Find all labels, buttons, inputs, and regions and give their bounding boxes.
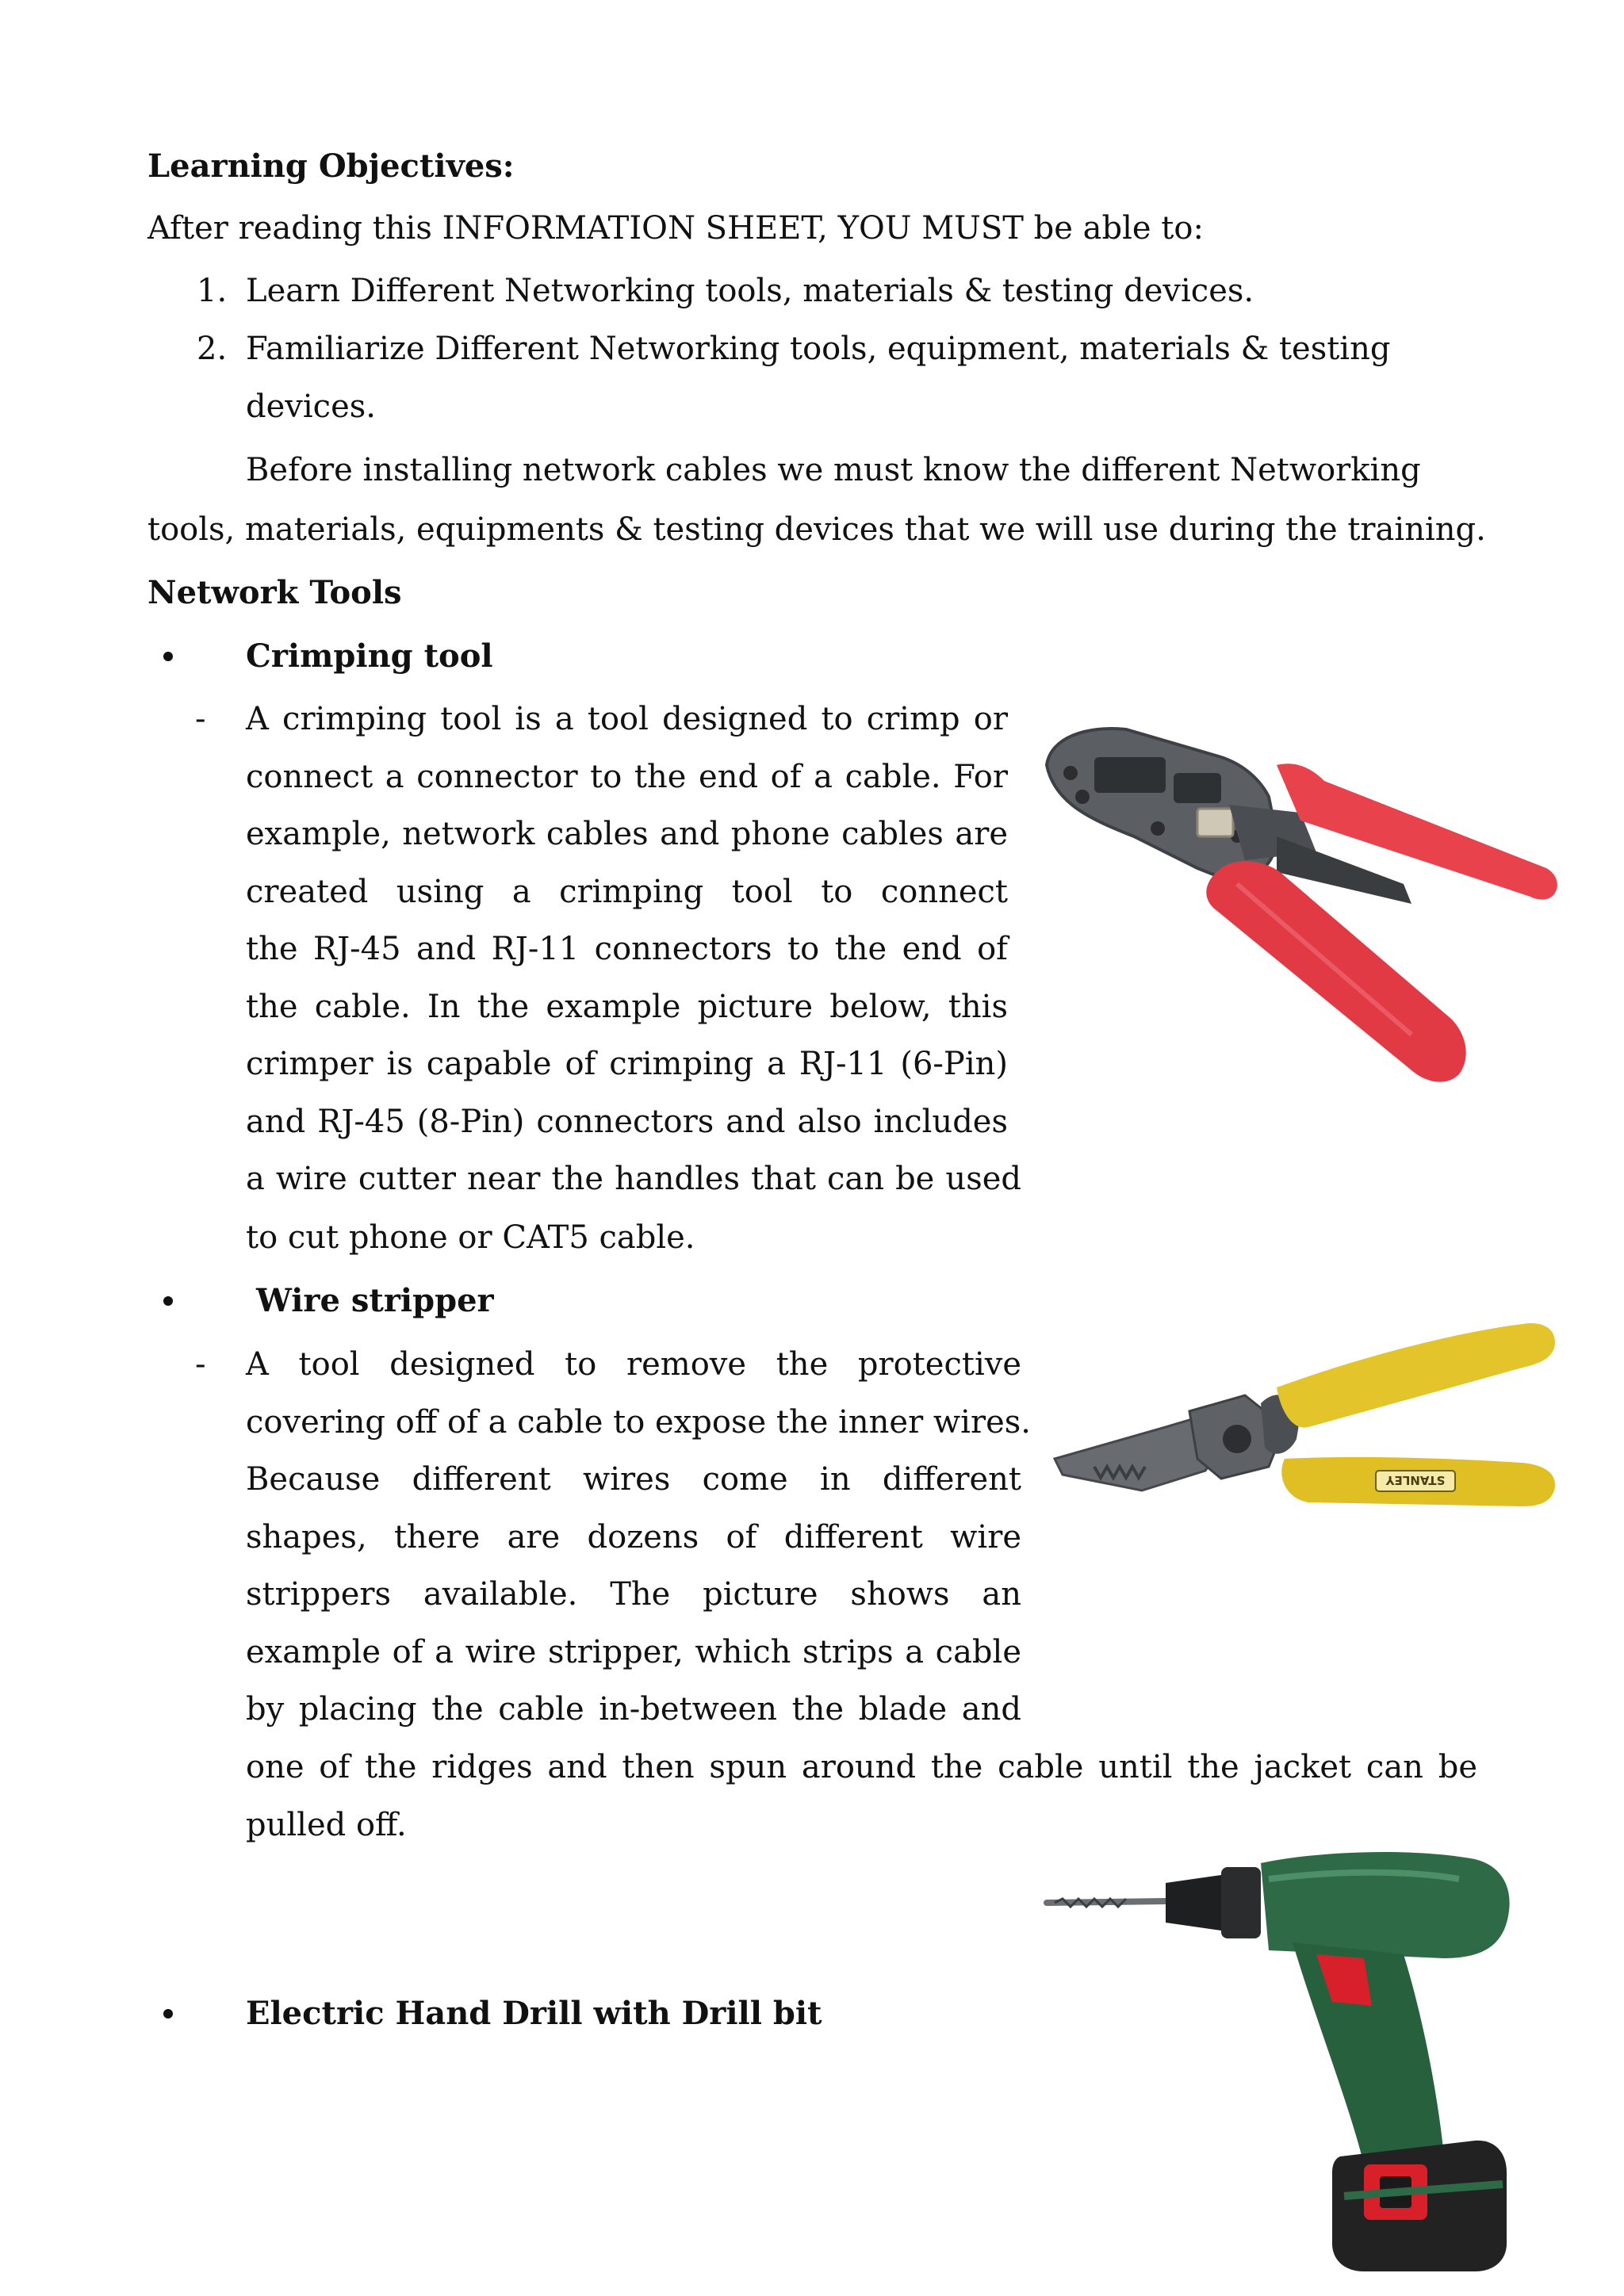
stripper-line-4: shapes, there are dozens of different wire [246,1518,1021,1556]
stripper-line-6: example of a wire stripper, which strips a cable [246,1633,1021,1670]
electric-drill-title: Electric Hand Drill with Drill bit [246,1995,822,2032]
stripper-line-3: Because different wires come in different [246,1461,1021,1498]
stanley-logo-text: STANLEY [1385,1473,1446,1487]
objective-text-2: Familiarize Different Networking tools, equipment, materials & testing [246,331,1391,367]
dash-marker: - [195,701,206,737]
crimping-line-2: connect a connector to the end of a cable. For [246,758,1008,795]
stripper-line-8: one of the ridges and then spun around the cable until the jacket can be [246,1749,1477,1785]
wire-stripper-description-wide [246,1739,1477,1797]
crimping-line-last: to cut phone or CAT5 cable. [246,1219,695,1256]
crimping-tool-image [1039,718,1562,1106]
wire-stripper-description [246,1336,1031,1739]
crimping-tool-title: Crimping tool [246,637,493,675]
crimping-line-9: a wire cutter near the handles that can be used [246,1161,1021,1197]
learning-objectives-heading: Learning Objectives: [147,147,515,185]
crimping-line-6: the cable. In the example picture below, this [246,988,1008,1025]
crimping-tool-description-cont [246,1150,1021,1208]
crimping-line-1: A crimping tool is a tool designed to crimp or [246,701,1008,737]
crimping-tool-description [246,691,1008,1150]
electric-drill-image [1031,1847,1530,2275]
intro-paragraph [147,501,1486,559]
intro-text: After reading this INFORMATION SHEET, YOU MUST be able to: [147,210,1204,247]
stripper-line-1: A tool designed to remove the protective [246,1346,1021,1383]
dash-marker: - [195,1346,206,1383]
crimping-line-4: created using a crimping tool to connect [246,873,1008,910]
objective-text-1: Learn Different Networking tools, materials & testing devices. [246,273,1254,309]
objective-text-2-cont: devices. [246,388,376,425]
wire-stripper-title: Wire stripper [256,1282,494,1319]
intro-paragraph-line-1: Before installing network cables we must know the different Networking [246,452,1421,488]
wire-stripper-image [1047,1308,1562,1562]
stripper-line-5: strippers available. The picture shows an [246,1576,1021,1613]
bullet-icon [163,1296,173,1306]
crimping-line-7: crimper is capable of crimping a RJ-11 (6-Pin) [246,1046,1008,1082]
objective-number-2: 2. [197,331,228,367]
stripper-line-7: by placing the cable in-between the blade and [246,1691,1021,1728]
crimping-line-5: the RJ-45 and RJ-11 connectors to the end of [246,931,1008,967]
objective-number-1: 1. [197,273,228,309]
bullet-icon [163,2009,173,2019]
stripper-line-2: covering off of a cable to expose the inner wires. [246,1403,1031,1441]
crimping-line-3: example, network cables and phone cables are [246,816,1008,852]
intro-paragraph-line-2: tools, materials, equipments & testing devices that we will use during the training. [147,511,1486,548]
bullet-icon [163,652,173,661]
stripper-line-last: pulled off. [246,1807,407,1843]
crimping-line-8: and RJ-45 (8-Pin) connectors and also includes [246,1103,1008,1140]
network-tools-heading: Network Tools [147,574,402,611]
